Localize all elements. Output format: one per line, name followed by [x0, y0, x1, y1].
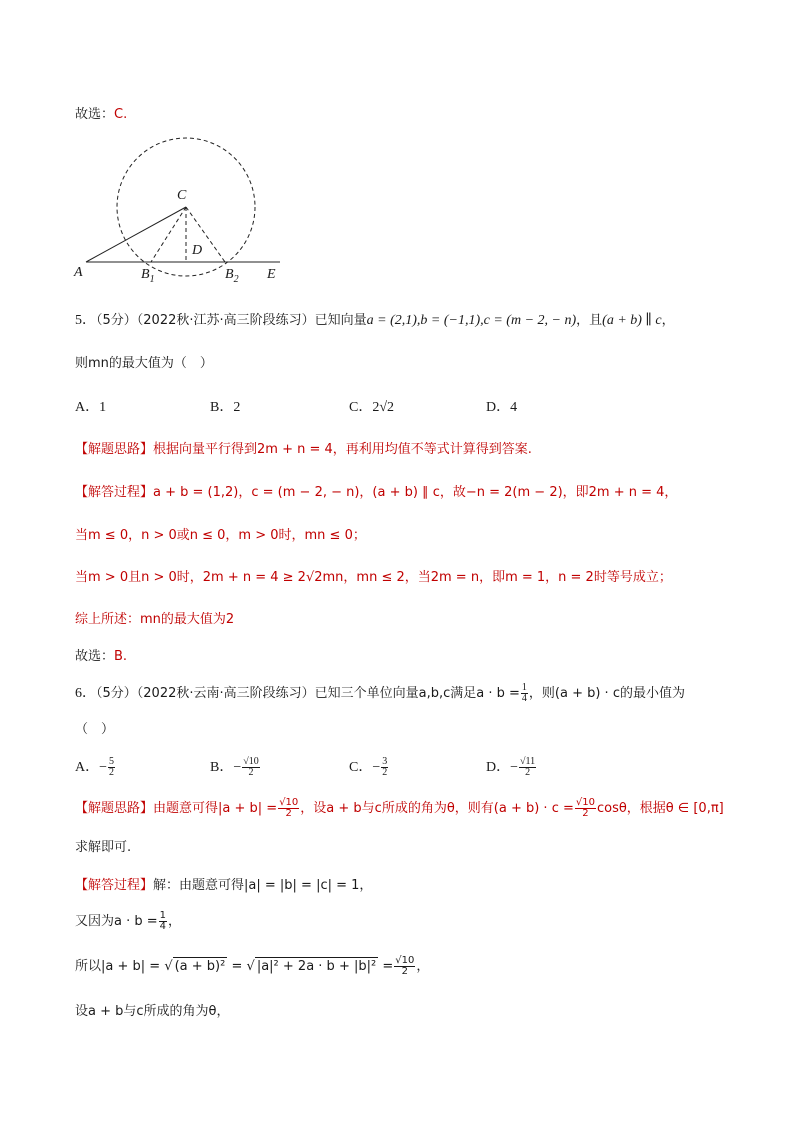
q6-option-c[interactable]: C．− $\frac{3}{2}$ [349, 756, 388, 779]
q6-stem-tail: ，则(a + b) · c的最小值为 [528, 686, 685, 701]
q6-stem: 已知三个单位向量a,b,c满足a · b = [314, 686, 520, 701]
prev-answer-choice: C. [114, 107, 128, 122]
prev-answer-label: 故选： [75, 107, 115, 122]
q6-idea-line2: 求解即可. [75, 840, 132, 855]
q5-answer: B. [114, 649, 128, 664]
q5-option-c[interactable]: C．2√2 [349, 400, 395, 415]
q6-idea-line1 [75, 797, 724, 819]
q5-answer-line [75, 645, 127, 664]
label-D: D [192, 243, 203, 258]
segment-CB1 [151, 207, 186, 262]
q6-process-text3a: 所以|a + b| = [75, 959, 161, 974]
q6-process-line1 [75, 874, 372, 893]
q5-stem: 已知向量 [314, 313, 367, 328]
q5-vec-c: c = (m − 2, − n) [483, 313, 577, 328]
q5-vec-a: a = (2,1), [366, 313, 421, 328]
q6-stem-line1 [75, 682, 685, 704]
q5-stem-line1: 5．（5分）（2022秋·江苏·高三阶段练习）已知向量a = (2,1),b = (−1,1),c = (m − 2, − n)，且(a + b) ∥ c， [75, 313, 675, 328]
q5-idea-text: 根据向量平行得到2m + n = 4，再利用均值不等式计算得到答案. [153, 442, 532, 457]
q6-option-a[interactable]: A．− $\frac{5}{2}$ [75, 756, 115, 779]
geometry-figure [70, 133, 300, 283]
q5-parallel: (a + b) ∥ c [602, 313, 662, 328]
q6-idea-fraction: $\frac{√10}{2}$ [279, 797, 299, 819]
q5-process-line3: 当m > 0且n > 0时，2m + n = 4 ≥ 2√2mn，mn ≤ 2，当2m = n，即m = 1，n = 2时等号成立； [75, 570, 672, 585]
q6-idea-text-a: 由题意可得|a + b| = [153, 801, 278, 816]
segment-AC [86, 207, 186, 262]
q6-stem-line2: （ ） [75, 722, 115, 737]
q5-idea-tag: 【解题思路】 [75, 442, 154, 457]
q5-process-line2: 当m ≤ 0，n > 0或n ≤ 0，m > 0时，mn ≤ 0； [75, 528, 366, 543]
q6-process-line2 [75, 910, 181, 932]
q6-process-fraction3: $\frac{√10}{2}$ [395, 955, 415, 977]
label-B1: $B_1$ [141, 267, 155, 283]
q6-idea-text-c: cosθ，根据θ ∈ [0,π] [596, 801, 724, 816]
q6-option-d[interactable]: D．− $\frac{√11}{2}$ [486, 756, 536, 779]
q5-answer-label: 故选： [75, 649, 115, 664]
label-E: E [267, 267, 276, 282]
q6-process-text2a: 又因为a · b = [75, 914, 158, 929]
q6-process-line4: 设a + b与c所成的角为θ， [75, 1004, 230, 1019]
prev-answer-line [75, 103, 127, 123]
q6-number: 6． [75, 686, 96, 701]
q6-process-line3: 所以|a + b| = √ (a + b)² = √ |a|² + 2a · b + |b|² = $\frac{√10}{2}$ ， [75, 955, 430, 977]
q6-idea-text-b: ，设a + b与c所成的角为θ，则有(a + b) · c = [300, 801, 574, 816]
q5-process-tag: 【解答过程】 [75, 485, 154, 500]
label-C: C [177, 188, 187, 203]
q5-process-text1: a + b = (1,2)，c = (m − 2, − n)，(a + b) ∥ c，故−n = 2(m − 2)，即2m + n = 4， [153, 485, 678, 500]
q6-idea-tag: 【解题思路】 [75, 801, 154, 816]
q5-vec-b: b = (−1,1), [420, 313, 484, 328]
q6-sqrt1: √ (a + b)² [164, 959, 226, 974]
q6-sqrt2: √ |a|² + 2a · b + |b|² [246, 959, 377, 974]
q5-process-line1 [75, 481, 677, 500]
q5-process-line4: 综上所述：mn的最大值为2 [75, 612, 235, 627]
q5-option-a[interactable]: A．1 [75, 400, 107, 415]
q5-option-b[interactable]: B．2 [210, 400, 241, 415]
q6-meta: （5分）（2022秋·云南·高三阶段练习） [96, 686, 315, 701]
q6-idea-fraction2: $\frac{√10}{2}$ [575, 797, 595, 819]
q6-option-b[interactable]: B．− $\frac{√10}{2}$ [210, 756, 259, 779]
label-B2: $B_2$ [225, 267, 239, 283]
q6-process-fraction: $\frac{1}{4}$ [159, 910, 167, 932]
label-A: A [74, 265, 83, 280]
q6-process-tag: 【解答过程】 [75, 878, 154, 893]
q5-meta: （5分）（2022秋·江苏·高三阶段练习） [96, 313, 315, 328]
q6-stem-fraction: $\frac{1}{4}$ [521, 682, 527, 705]
q5-stem-tail: ，且 [576, 313, 603, 328]
q5-idea-line [75, 438, 532, 457]
q6-process-text1: 解：由题意可得|a| = |b| = |c| = 1， [153, 878, 373, 893]
q6-process-text2b: ， [168, 914, 182, 929]
q5-number: 5． [75, 313, 96, 328]
q5-stem-line2: 则mn的最大值为（ ） [75, 356, 213, 371]
q5-option-d[interactable]: D．4 [486, 400, 518, 415]
